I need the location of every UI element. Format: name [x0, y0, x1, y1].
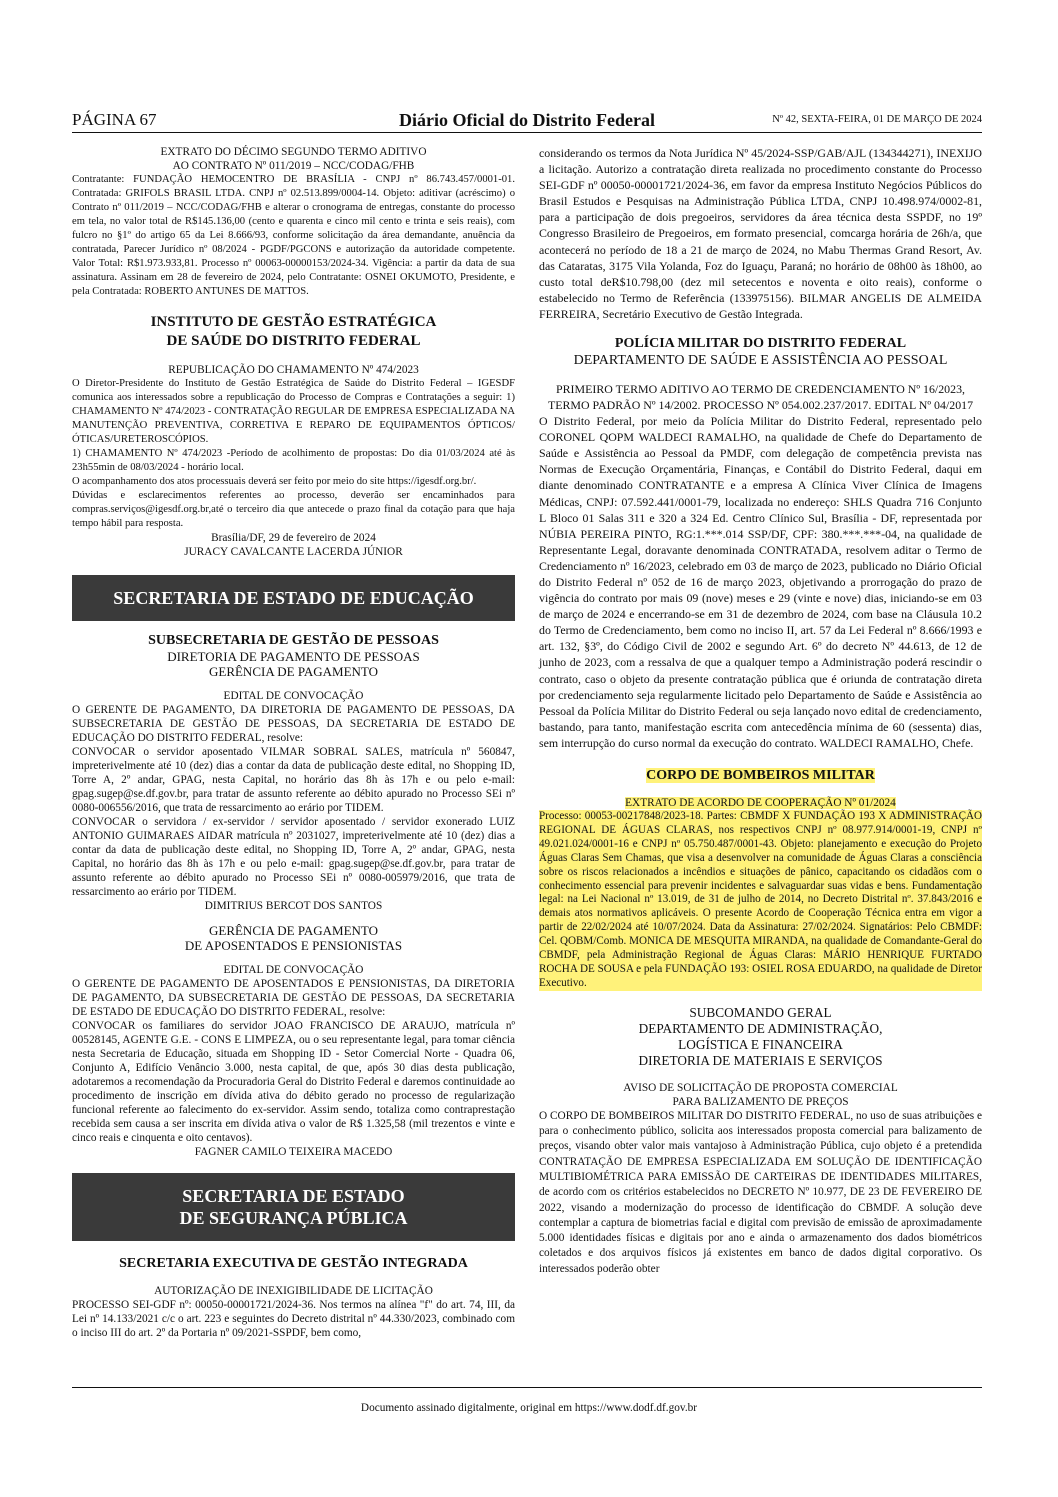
- edital-1-title: EDITAL DE CONVOCAÇÃO: [223, 690, 364, 702]
- republicacao-paragraph-1: O Diretor-Presidente do Instituto de Gestão Estratégica de Saúde do Distrito Federal – IGESDF comunica aos interessados sobre a republicação do Processo de Compras e Contratações a seguir: 1) CHAMAMENTO Nº 474/2023 - CONTRATAÇÃO REGULAR DE EMPRESA ESPECIALIZADA NA MANUTENÇÃO PREVENTIVA, CORRETIVA E REPARO DE EQUIPAMENTOS ÓPTICOS/ÓTICAS/URETEROSCÓPIOS.: [72, 378, 515, 445]
- edital-1-paragraph-1: O GERENTE DE PAGAMENTO, DA DIRETORIA DE PAGAMENTO DE PESSOAS, DA SUBSECRETARIA DE GESTÃO DE PESSOAS, DA SECRETARIA DE ESTADO DE EDUCAÇÃO DO DISTRITO FEDERAL, resolve:: [72, 704, 515, 744]
- termo-title-2: TERMO PADRÃO Nº 14/2002. PROCESSO Nº 054.002.237/2017. EDITAL Nº 04/2017: [547, 398, 974, 413]
- coop-title-text: EXTRATO DE ACORDO DE COOPERAÇÃO Nº 01/2024: [625, 797, 896, 809]
- subcomando-line-4: DIRETORIA DE MATERIAIS E SERVIÇOS: [638, 1052, 883, 1068]
- bombeiros-heading: [539, 767, 982, 784]
- extrato-title-1: EXTRATO DO DÉCIMO SEGUNDO TERMO ADITIVO: [160, 146, 427, 158]
- page-header: [72, 110, 982, 133]
- edital-1-signature: DIMITRIUS BERCOT DOS SANTOS: [204, 900, 383, 912]
- band-seguranca-line-1: SECRETARIA DE ESTADO: [182, 1186, 405, 1206]
- edital-2-paragraph-2: CONVOCAR os familiares do servidor JOAO FRANCISCO DE ARAUJO, matrícula nº 00528145, AGENTE G.E. - CONS E LIMPEZA, ou o seu representante legal, para tomar ciência nesta Secretaria de Educação, situada em Shopping ID - Setor Comercial Norte - Quadra 06, Conjunto A, Edifício Venâncio 3.000, nesta capital, de que, após 30 dias desta publicação, adotaremos a recomendação da Procuradoria Geral do Distrito Federal e daremos continuidade ao procedimento de inscrição em dívida ativa do débito gerado no processo de regularização funcional referente ao falecimento do ex-servidor. Assim sendo, totaliza como contraprestação recebida sem causa a ser inscrita em dívida ativa o valor de R$ 1.325,58 (mil trezentos e vinte e cinco reais e cinquenta e oito centavos).: [72, 1020, 515, 1144]
- edital-1-paragraph-2: CONVOCAR o servidor aposentado VILMAR SOBRAL SALES, matrícula nº 560847, impreterivelmente até 10 (dez) dias a contar da data de publicação deste edital, no Shopping ID, Torre A, 2º andar, GPAG, nesta Capital, no horário das 8h às 17h e ou pelo e-mail: gpag.sugep@se.df.gov.br, para tratar de assunto referente ao débito apurado no Processo SEi nº 0080-006556/2016, que trata de ressarcimento ao erário por TIDEM.: [72, 746, 515, 814]
- republicacao-title: REPUBLICAÇÃO DO CHAMAMENTO Nº 474/2023: [168, 364, 419, 376]
- band-seguranca-line-2: DE SEGURANÇA PÚBLICA: [179, 1208, 408, 1228]
- subsecretaria-sub-1: DIRETORIA DE PAGAMENTO DE PESSOAS: [167, 649, 420, 664]
- termo-title-1: PRIMEIRO TERMO ADITIVO AO TERMO DE CREDENCIAMENTO Nº 16/2023,: [556, 382, 965, 397]
- band-educacao-label: SECRETARIA DE ESTADO DE EDUCAÇÃO: [113, 588, 474, 608]
- issue-date: Nº 42, SEXTA-FEIRA, 01 DE MARÇO DE 2024: [772, 114, 982, 125]
- extrato-body: Contratante: FUNDAÇÃO HEMOCENTRO DE BRASÍLIA - CNPJ nº 86.743.457/0001-01. Contratada: GRIFOLS BRASIL LTDA. CNPJ nº 02.513.899/0004-14. Objeto: aditivar (acréscimo) o Contrato nº 011/2019 – NCC/CODAG/FHB e alterar o cronograma de entregas, constante do processo em tela, no valor total de R$145.136,00 (cento e quarenta e cinco mil cento e trinta e seis reais), com fulcro no §1º do artigo 65 da Lei 8.666/93, conforme solicitação da área demandante, anuência da contratada, Parecer Jurídico nº 08/2024 - PGDF/PGCONS e autorização da autoridade competente. Valor Total: R$1.973.933,81. Processo nº 00063-00000153/2024-34. Vigência: a partir da data de sua assinatura. Assinam em 28 de fevereiro de 2024, pelo Contratante: OSNEI OKUMOTO, Presidente, e pela Contratada: ROBERTO ANTUNES DE MATTOS.: [72, 174, 515, 297]
- edital-1-paragraph-3: CONVOCAR o servidora / ex-servidor / servidor aposentado / servidor exonerado LUIZ ANTONIO GUIMARAES AIDAR matrícula nº 2031027, impreterivelmente até 10 (dez) dias a contar da data de publicação deste edital, no Shopping ID, Torre A, 2º andar, GPAG, nesta Capital, no horário das 8h às 17h e ou pelo e-mail: gpag.sugep@se.df.gov.br, para tratar de assunto referente ao débito apurado no Processo SEi nº 0080-005979/2016, que trata de ressarcimento ao erário por TIDEM.: [72, 816, 515, 898]
- termo-body: O Distrito Federal, por meio da Polícia Militar do Distrito Federal, representado pelo CORONEL QOPM WALDECI RAMALHO, na qualidade de Chefe do Departamento de Saúde e Assistência ao Pessoal da PMDF, com delegação de competência prevista nas Normas de Execução Orçamentária, Finanças, e Contábil do Distrito Federal, daqui em diante denominado CONTRATANTE e a empresa A Clínica Viver Clínica de Imagens Médicas, CNPJ: 07.592.441/0001-79, localizada no endereço: SHLS Quadra 716 Conjunto L Bloco 01 Salas 311 e 320 a 324 Ed. Centro Clínico Sul, Brasília - DF, representada por NÚBIA PEREIRA PINTO, RG:1.***.014 SSP/DF, CPF: 380.***.***-04, na qualidade de Representante Legal, doravante denominada CONTRATADA, resolvem aditar o Termo de Credenciamento nº 16/2023, celebrado em 03 de março de 2023, publicado no Diário Oficial do Distrito Federal nº 052 de 16 de março 2023, objetivando a prorrogação do prazo de vigência do contrato por mais 09 (nove) meses e 29 (vinte e nove) dias, iniciando-se em 03 de março de 2024 e encerrando-se em 31 de dezembro de 2024, com base na Cláusula 10.2 do Termo de Credenciamento, bem como no inciso II, art. 57 da Lei Federal nº 8.666/1993 e art. 132, §3º, do Código Civil de 2002 e segundo Art. 6º do decreto Nº 44.613, de 12 de junho de 2023, com a ressalva de que a qualquer tempo a Administração poderá rescindir o contrato, caso o objeto da presente contratação pública que é oriunda de contratação direta por credenciamento seja regularmente licitado pelo Departamento de Saúde e Assistência ao Pessoal da Polícia Militar do Distrito Federal ou seja lançado novo edital de credenciamento, bastando, para tanto, manifestação escrita com antecedência mínima de 60 (sessenta) dias, sem interrupção do curso normal da execução do contrato. WALDECI RAMALHO, Chefe.: [539, 414, 982, 750]
- subsecretaria-heading: SUBSECRETARIA DE GESTÃO DE PESSOAS: [148, 633, 439, 648]
- footer-text: Documento assinado digitalmente, original em https://www.dodf.df.gov.br: [360, 1402, 698, 1414]
- gerencia-heading-2: DE APOSENTADOS E PENSIONISTAS: [184, 938, 403, 953]
- republicacao-paragraph-3: O acompanhamento dos atos processuais deverá ser feito por meio do site https://igesdf.org.br/.: [72, 476, 477, 487]
- right-column: [539, 145, 982, 1277]
- aviso-title-1: AVISO DE SOLICITAÇÃO DE PROPOSTA COMERCIAL: [623, 1081, 898, 1094]
- autorizacao-continuation: considerando os termos da Nota Jurídica Nº 45/2024-SSP/GAB/AJL (134344271), INEXIJO a licitação. Autorizo a contratação direta realizada no procedimento constante do Processo SEI-GDF nº 00050-00001721/2024-36, em favor da empresa Instituto Negócios Públicos do Brasil Estudos e Pesquisas na Administração Pública LTDA, CNPJ 10.498.974/0002-81, para a participação de dois pregoeiros, servidores da área técnica desta SSPDF, no 19º Congresso Brasileiro de Pregoeiros, em formato presencial, comcarga horária de 26h/a, que acontecerá no período de 18 a 21 de março de 2024, no Mabu Thermas Grand Resort, Av. das Cataratas, 3175 Vila Yolanda, Foz do Iguaçu, Paraná; no horário de 08h00 às 18h00, ao custo total deR$10.798,00 (dez mil setecentos e noventa e oito reais), conforme o estabelecido no Termo de Referência (133975156). BILMAR ANGELIS DE ALMEIDA FERREIRA, Secretário Executivo de Gestão Integrada.: [539, 146, 982, 321]
- republicacao-signature: JURACY CAVALCANTE LACERDA JÚNIOR: [184, 546, 403, 558]
- band-educacao: [72, 575, 515, 621]
- republicacao-paragraph-4: Dúvidas e esclarecimentos referentes ao processo, deverão ser encaminhados para compras.serviços@igesdf.org.br,até o terceiro dia que antecede o prazo final da cotação para que haja tempo hábil para resposta.: [72, 490, 515, 529]
- edital-2-title: EDITAL DE CONVOCAÇÃO: [223, 964, 364, 976]
- pm-subheading: DEPARTAMENTO DE SAÚDE E ASSISTÊNCIA AO PESSOAL: [573, 353, 948, 369]
- pm-heading: POLÍCIA MILITAR DO DISTRITO FEDERAL: [614, 336, 907, 352]
- edital-2-paragraph-1: O GERENTE DE PAGAMENTO DE APOSENTADOS E PENSIONISTAS, DA DIRETORIA DE PAGAMENTO, DA SUBSECRETARIA DE GESTÃO DE PESSOAS, DA SECRETARIA DE ESTADO DE EDUCAÇÃO DO DISTRITO FEDERAL, resolve:: [72, 978, 515, 1018]
- journal-title: Diário Oficial do Distrito Federal: [399, 110, 655, 130]
- igesdf-heading-2: DE SAÚDE DO DISTRITO FEDERAL: [166, 333, 421, 349]
- autorizacao-body: PROCESSO SEI-GDF nº: 00050-00001721/2024-36. Nos termos na alínea "f" do art. 74, III, da Lei nº 14.133/2021 c/c o art. 223 e seguintes do Decreto distrital nº 44.330/2023, combinado com o inciso III do art. 2º da Portaria nº 09/2021-SSPDF, bem como,: [72, 1299, 515, 1339]
- subcomando-line-3: LOGÍSTICA E FINANCEIRA: [678, 1036, 843, 1052]
- subsecretaria-sub-2: GERÊNCIA DE PAGAMENTO: [208, 664, 378, 679]
- republicacao-date: Brasília/DF, 29 de fevereiro de 2024: [211, 532, 376, 544]
- coop-body: Processo: 00053-00217848/2023-18. Partes: CBMDF X FUNDAÇÃO 193 X ADMINISTRAÇÃO REGIONAL DE ÁGUAS CLARAS, nos respectivos CNPJ nº 08.977.914/0001-19, CNPJ nº 49.021.024/0001-16 e CNPJ nº 05.750.487/0001-43. Objeto: planejamento e execução do Projeto Águas Claras Sem Chamas, que visa a desenvolver na comunidade de Águas Claras a consciência sobre os riscos relacionados a incêndios e situações de pânico, capacitando os cidadãos com o conhecimento essencial para prevenir incidentes e salvaguardar suas vidas e bens. Fundamentação legal: na Lei Nacional nº 13.019, de 31 de julho de 2014, no Decreto Distrital nº. 37.843/2016 e demais atos normativos aplicáveis. O presente Acordo de Cooperação Técnica entra em vigor a partir de 22/02/2024 até 10/07/2024. Data da Assinatura: 27/02/2024. Signatários: Pelo CBMDF: Cel. QOBM/Comb. MONICA DE MESQUITA MIRANDA, na qualidade de Comandante-Geral do CBMDF, pela Administração Regional de Águas Claras: MÁRIO HENRIQUE FURTADO ROCHA DE SOUSA e pela FUNDAÇÃO 193: OSIEL ROSA EDUARDO, na qualidade de Diretor Executivo.: [539, 810, 982, 989]
- page-number: PÁGINA 67: [72, 110, 157, 129]
- sec-exec-heading: SECRETARIA EXECUTIVA DE GESTÃO INTEGRADA: [119, 1256, 468, 1271]
- subcomando-line-1: SUBCOMANDO GERAL: [689, 1004, 832, 1020]
- band-seguranca: [72, 1173, 515, 1241]
- igesdf-heading-1: INSTITUTO DE GESTÃO ESTRATÉGICA: [150, 314, 437, 330]
- autorizacao-title: AUTORIZAÇÃO DE INEXIGIBILIDADE DE LICITAÇÃO: [154, 1285, 433, 1297]
- aviso-body: O CORPO DE BOMBEIROS MILITAR DO DISTRITO FEDERAL, no uso de suas atribuições e para o conhecimento público, solicita aos interessados proposta comercial para balizamento de preços, visando obter valor mais vantajoso à Administração Pública, cujo objeto é a pretendida CONTRATAÇÃO DE EMPRESA ESPECIALIZADA EM SOLUÇÃO DE IDENTIFICAÇÃO MULTIBIOMÉTRICA PARA EMISSÃO DE CARTEIRAS DE IDENTIDADES MILITARES, de acordo com os critérios estabelecidos no DECRETO Nº 10.977, DE 23 DE FEVEREIRO DE 2022, visando a modernização do processo de identificação do CBMDF. A solução deve contemplar a captura de biometrias facial e digital com previsão de emissão de aproximadamente 5.000 identidades físicas e digitais por ano e ainda o armazenamento dos dados biométricos coletados e dos arquivos físicos já existentes em banco de dados digital corporativo. Os interessados poderão obter: [539, 1109, 982, 1275]
- aviso-title-2: PARA BALIZAMENTO DE PREÇOS: [672, 1095, 849, 1108]
- extrato-title-2: AO CONTRATO Nº 011/2019 – NCC/CODAG/FHB: [172, 160, 415, 172]
- left-column: [72, 145, 515, 1340]
- footer-rule: [72, 1387, 982, 1388]
- edital-2-signature: FAGNER CAMILO TEIXEIRA MACEDO: [194, 1146, 393, 1158]
- subcomando-line-2: DEPARTAMENTO DE ADMINISTRAÇÃO,: [638, 1020, 883, 1036]
- bombeiros-heading-text: CORPO DE BOMBEIROS MILITAR: [646, 768, 875, 783]
- gerencia-heading-1: GERÊNCIA DE PAGAMENTO: [208, 923, 378, 938]
- republicacao-paragraph-2: 1) CHAMAMENTO Nº 474/2023 -Período de acolhimento de propostas: Do dia 01/03/2024 até às 23h55min de 08/03/2024 - horário local.: [72, 448, 515, 473]
- coop-title: [539, 796, 982, 810]
